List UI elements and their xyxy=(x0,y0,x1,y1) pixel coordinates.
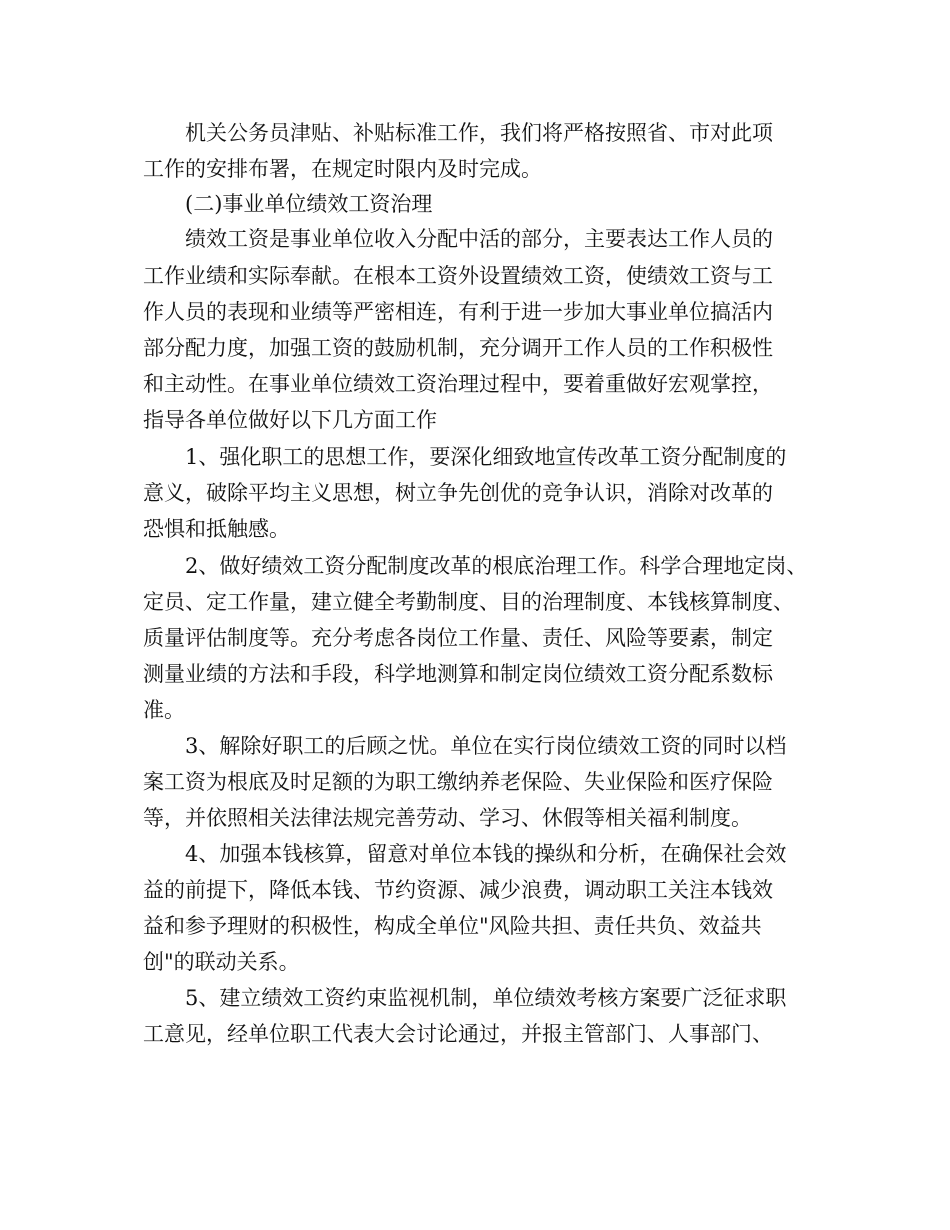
text-line: 工意见，经单位职工代表大会讨论通过，并报主管部门、人事部门、 xyxy=(143,1022,773,1046)
text-line: 5、建立绩效工资约束监视机制，单位绩效考核方案要广泛征求职 xyxy=(185,986,787,1010)
text-line: 益和参予理财的积极性，构成全单位"风险共担、责任共负、效益共 xyxy=(143,914,762,938)
text-line: 1、强化职工的思想工作，要深化细致地宣传改革工资分配制度的 xyxy=(185,445,787,469)
text-line: 指导各单位做好以下几方面工作 xyxy=(143,408,437,432)
text-line: 定员、定工作量，建立健全考勤制度、目的治理制度、本钱核算制度、 xyxy=(143,590,794,614)
text-line: 意义，破除平均主义思想，树立争先创优的竞争认识，消除对改革的 xyxy=(143,481,773,505)
text-line: 4、加强本钱核算，留意对单位本钱的操纵和分析，在确保社会效 xyxy=(185,842,787,866)
text-line: 案工资为根底及时足额的为职工缴纳养老保险、失业保险和医疗保险 xyxy=(143,770,773,794)
text-line: 测量业绩的方法和手段，科学地测算和制定岗位绩效工资分配系数标 xyxy=(143,662,773,686)
text-line: 机关公务员津贴、补贴标准工作，我们将严格按照省、市对此项 xyxy=(185,121,773,145)
text-line: 3、解除好职工的后顾之忧。单位在实行岗位绩效工资的同时以档 xyxy=(185,734,787,758)
text-line: 工作的安排布署，在规定时限内及时完成。 xyxy=(143,157,542,181)
text-line: 恐惧和抵触感。 xyxy=(143,517,290,541)
text-line: 工作业绩和实际奉献。在根本工资外设置绩效工资，使绩效工资与工 xyxy=(143,264,773,288)
text-line: 部分配力度，加强工资的鼓励机制，充分调开工作人员的工作积极性 xyxy=(143,336,773,360)
text-line: 准。 xyxy=(143,698,185,722)
text-line: 益的前提下，降低本钱、节约资源、减少浪费，调动职工关注本钱效 xyxy=(143,878,773,902)
text-line: 作人员的表现和业绩等严密相连，有利于进一步加大事业单位搞活内 xyxy=(143,300,773,324)
text-line: 绩效工资是事业单位收入分配中活的部分，主要表达工作人员的 xyxy=(185,227,773,251)
text-line: 等，并依照相关法律法规完善劳动、学习、休假等相关福利制度。 xyxy=(143,806,752,830)
text-line: 2、做好绩效工资分配制度改革的根底治理工作。科学合理地定岗、 xyxy=(185,554,808,578)
text-line: 和主动性。在事业单位绩效工资治理过程中，要着重做好宏观掌控， xyxy=(143,372,773,396)
section-heading: (二)事业单位绩效工资治理 xyxy=(185,192,433,216)
text-line: 质量评估制度等。充分考虑各岗位工作量、责任、风险等要素，制定 xyxy=(143,626,773,650)
text-line: 创"的联动关系。 xyxy=(143,950,300,974)
